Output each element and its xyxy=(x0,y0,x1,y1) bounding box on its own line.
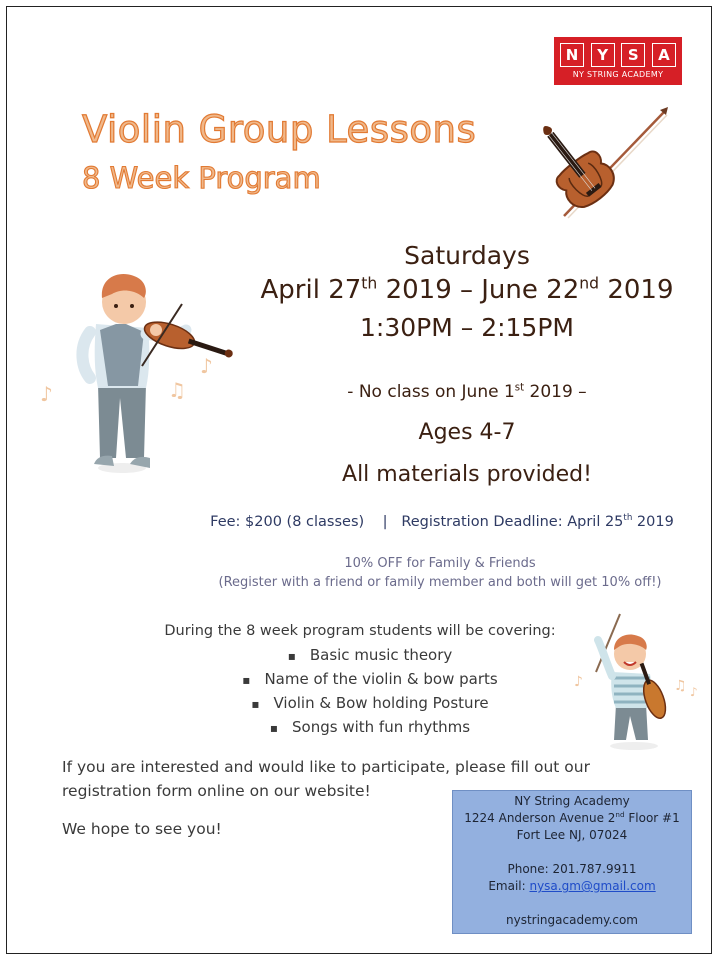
covering-heading: During the 8 week program students will be covering: xyxy=(164,623,556,639)
boy-violin-illustration xyxy=(60,258,240,488)
contact-address-line2: Fort Lee NJ, 07024 xyxy=(516,828,628,842)
contact-email-line xyxy=(453,878,691,895)
list-item: ▪ Songs with fun rhythms xyxy=(200,715,540,739)
end-date-suffix: nd xyxy=(579,274,600,293)
logo-letters xyxy=(560,43,676,67)
music-note-icon: ♪ xyxy=(200,354,213,378)
discount-detail: (Register with a friend or family member and both will get 10% off!) xyxy=(218,575,662,590)
logo-letter: A xyxy=(652,43,676,67)
covering-list xyxy=(200,643,540,739)
logo-subtitle: NY STRING ACADEMY xyxy=(572,70,664,79)
fee-suffix: th xyxy=(623,513,633,524)
interest-text: If you are interested and would like to participate, please fill out our registration form online on our website! xyxy=(62,758,590,800)
fee-rest: 2019 xyxy=(632,514,674,530)
schedule-time: 1:30PM – 2:15PM xyxy=(360,313,574,342)
logo-letter: Y xyxy=(591,43,615,67)
music-note-icon: ♫ xyxy=(168,378,186,402)
list-item: ▪ Name of the violin & bow parts xyxy=(200,667,540,691)
date-dash: – xyxy=(460,275,473,305)
contact-name: NY String Academy xyxy=(514,794,630,808)
email-link[interactable]: nysa.gm@gmail.com xyxy=(529,879,656,893)
nysa-logo xyxy=(554,37,682,85)
address1-post: Floor #1 xyxy=(624,811,680,825)
discount-title: 10% OFF for Family & Friends xyxy=(344,556,536,571)
no-class-note xyxy=(320,382,614,402)
logo-letter: S xyxy=(621,43,645,67)
contact-website: nystringacademy.com xyxy=(506,913,638,927)
logo-letter: N xyxy=(560,43,584,67)
svg-text:♪: ♪ xyxy=(690,685,698,699)
start-date-suffix: th xyxy=(361,274,378,293)
schedule-day: Saturdays xyxy=(404,241,530,270)
svg-text:♪: ♪ xyxy=(574,674,583,690)
page-subtitle: 8 Week Program xyxy=(82,161,321,195)
address1-suffix: nd xyxy=(615,810,625,819)
start-year: 2019 xyxy=(385,275,452,305)
email-label: Email: xyxy=(488,879,530,893)
end-date: June 22 xyxy=(481,275,580,305)
fee-text: Fee: $200 (8 classes) | Registration Deadline: April 25 xyxy=(210,514,624,530)
fee-line xyxy=(186,514,698,530)
no-class-prefix: - No class on June 1 xyxy=(347,382,515,402)
page-title: Violin Group Lessons xyxy=(82,108,477,151)
list-item: ▪ Violin & Bow holding Posture xyxy=(200,691,540,715)
ages: Ages 4-7 xyxy=(418,420,516,445)
contact-phone: Phone: 201.787.9911 xyxy=(507,862,637,876)
materials: All materials provided! xyxy=(342,462,592,487)
music-note-icon: ♪ xyxy=(40,382,53,406)
schedule-dates xyxy=(252,275,682,305)
start-date: April 27 xyxy=(260,275,362,305)
svg-text:♫: ♫ xyxy=(674,678,687,694)
contact-box xyxy=(452,790,692,934)
list-item: ▪ Basic music theory xyxy=(200,643,540,667)
end-year: 2019 xyxy=(607,275,674,305)
address1-pre: 1224 Anderson Avenue 2 xyxy=(464,811,616,825)
hope-text: We hope to see you! xyxy=(62,820,222,838)
no-class-rest: 2019 – xyxy=(524,382,587,402)
no-class-suffix: st xyxy=(514,382,525,394)
violin-illustration xyxy=(528,106,678,224)
contact-address-line1 xyxy=(453,810,691,827)
child-violin-illustration xyxy=(566,612,706,752)
